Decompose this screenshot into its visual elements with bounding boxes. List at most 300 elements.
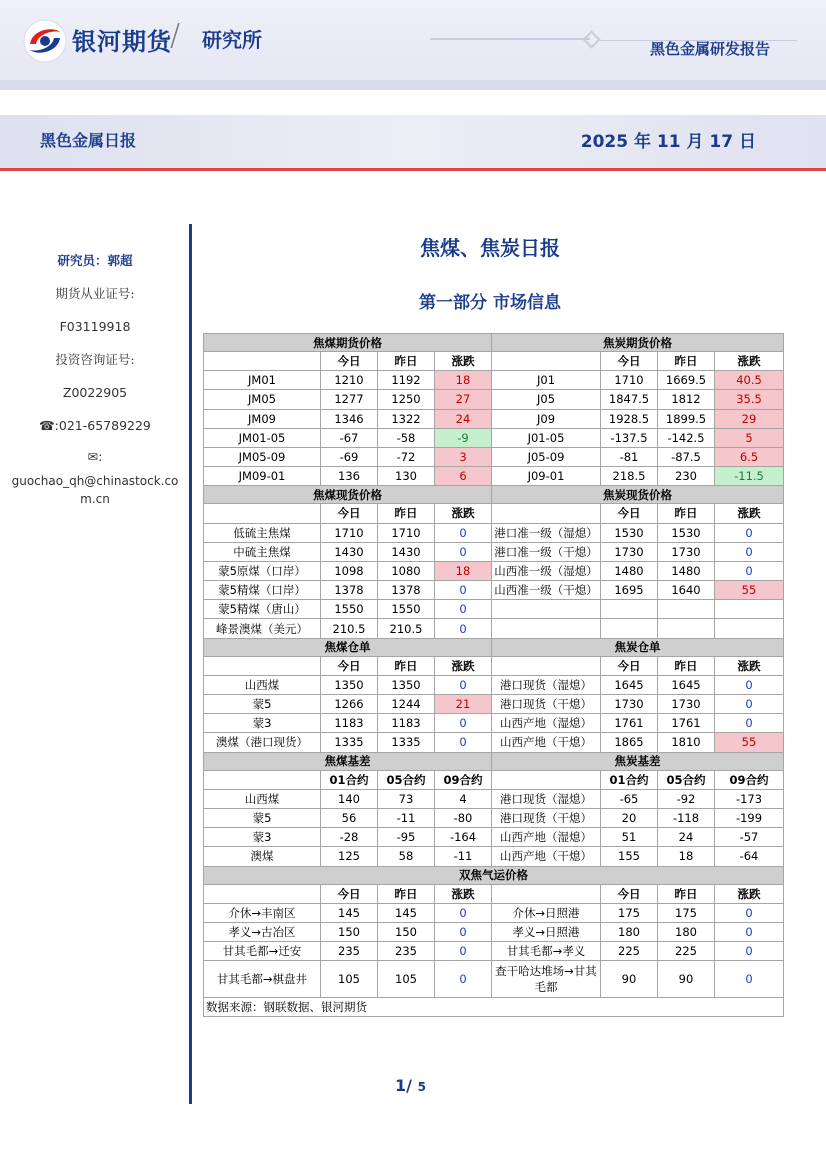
value-cell: -118	[658, 808, 715, 827]
row-label: 山西准一级（湿熄）	[492, 561, 601, 580]
row-label	[492, 619, 601, 638]
row-label: J05	[492, 390, 601, 409]
value-cell: 0	[435, 942, 492, 961]
section-header: 双焦气运价格	[204, 866, 784, 884]
value-cell: -67	[321, 428, 378, 447]
phone: ☎:021-65789229	[39, 418, 151, 433]
row-label: 港口准一级（干熄）	[492, 542, 601, 561]
value-cell: 73	[378, 789, 435, 808]
row-label: JM01-05	[204, 428, 321, 447]
value-cell: -69	[321, 447, 378, 466]
row-label: J01	[492, 371, 601, 390]
column-header: 涨跌	[435, 884, 492, 903]
row-label: 中硫主焦煤	[204, 542, 321, 561]
value-cell: 0	[435, 714, 492, 733]
column-header: 涨跌	[715, 656, 784, 675]
value-cell: -65	[601, 789, 658, 808]
value-cell: 1645	[601, 675, 658, 694]
table-row	[204, 695, 784, 714]
value-cell: 1761	[601, 714, 658, 733]
value-cell: 1530	[658, 523, 715, 542]
value-cell: 29	[715, 409, 784, 428]
row-label: JM05-09	[204, 447, 321, 466]
row-label: JM09-01	[204, 467, 321, 486]
header-band	[0, 80, 826, 90]
value-cell: -11	[378, 808, 435, 827]
email-line[interactable]: guochao_qh@chinastock.co	[11, 474, 179, 488]
value-cell: 0	[435, 581, 492, 600]
value-cell: 1695	[601, 581, 658, 600]
value-cell: 0	[435, 675, 492, 694]
value-cell: 6.5	[715, 447, 784, 466]
value-cell: 1899.5	[658, 409, 715, 428]
row-label: JM05	[204, 390, 321, 409]
value-cell: 1322	[378, 409, 435, 428]
value-cell: 0	[715, 675, 784, 694]
row-label: 蒙5原煤（口岸）	[204, 561, 321, 580]
value-cell: 1730	[658, 695, 715, 714]
row-label: 山西煤	[204, 675, 321, 694]
document-title: 焦煤、焦炭日报	[420, 236, 560, 260]
daily-report-title: 黑色金属日报	[40, 131, 137, 150]
section-header-row	[204, 486, 784, 504]
value-cell: 1550	[321, 600, 378, 619]
column-header	[492, 770, 601, 789]
value-cell: 0	[715, 922, 784, 941]
row-label: JM01	[204, 371, 321, 390]
value-cell: 1335	[321, 733, 378, 752]
value-cell: 1810	[658, 733, 715, 752]
value-cell	[715, 600, 784, 619]
value-cell: 0	[715, 942, 784, 961]
value-cell: 180	[601, 922, 658, 941]
institute-name: 研究所	[202, 28, 262, 52]
column-header: 昨日	[658, 352, 715, 371]
section-title: 第一部分 市场信息	[419, 293, 561, 313]
value-cell: 5	[715, 428, 784, 447]
email-line[interactable]: m.cn	[80, 492, 110, 506]
row-label: 蒙5	[204, 808, 321, 827]
column-header: 昨日	[378, 884, 435, 903]
value-cell: 1710	[321, 523, 378, 542]
value-cell: 1183	[378, 714, 435, 733]
column-header: 涨跌	[715, 504, 784, 523]
value-cell: 1430	[378, 542, 435, 561]
value-cell: -199	[715, 808, 784, 827]
value-cell: 90	[658, 961, 715, 998]
value-cell: -164	[435, 828, 492, 847]
value-cell: 1730	[601, 695, 658, 714]
value-cell: 55	[715, 733, 784, 752]
row-label: 孝义→日照港	[492, 922, 601, 941]
value-cell: 1183	[321, 714, 378, 733]
column-header-row	[204, 770, 784, 789]
row-label: 澳煤（港口现货）	[204, 733, 321, 752]
value-cell: 175	[601, 903, 658, 922]
value-cell	[658, 600, 715, 619]
value-cell: 1530	[601, 523, 658, 542]
value-cell: 1430	[321, 542, 378, 561]
value-cell: 136	[321, 467, 378, 486]
advisory-number: Z0022905	[62, 385, 128, 400]
value-cell: 35.5	[715, 390, 784, 409]
column-header: 昨日	[658, 884, 715, 903]
table-row	[204, 542, 784, 561]
value-cell: 1350	[321, 675, 378, 694]
table-row	[204, 561, 784, 580]
table-row	[204, 675, 784, 694]
value-cell: 1812	[658, 390, 715, 409]
value-cell: 1761	[658, 714, 715, 733]
value-cell: -57	[715, 828, 784, 847]
value-cell: 0	[715, 961, 784, 998]
row-label: 山西产地（干熄）	[492, 733, 601, 752]
table-row	[204, 390, 784, 409]
value-cell: 3	[435, 447, 492, 466]
value-cell: 1669.5	[658, 371, 715, 390]
page-number: 1/ 5	[395, 1076, 426, 1095]
row-label: 峰景澳煤（美元）	[204, 619, 321, 638]
value-cell: 125	[321, 847, 378, 866]
column-header: 今日	[601, 504, 658, 523]
value-cell	[715, 619, 784, 638]
value-cell: 0	[435, 961, 492, 998]
value-cell: 55	[715, 581, 784, 600]
value-cell: 18	[435, 371, 492, 390]
brand-divider: /	[170, 18, 181, 53]
row-label: J05-09	[492, 447, 601, 466]
value-cell: -11	[435, 847, 492, 866]
column-header: 今日	[601, 352, 658, 371]
value-cell: 90	[601, 961, 658, 998]
column-header: 今日	[321, 352, 378, 371]
value-cell: 150	[321, 922, 378, 941]
value-cell: 210.5	[378, 619, 435, 638]
value-cell: 1277	[321, 390, 378, 409]
column-header-row	[204, 656, 784, 675]
table-row	[204, 961, 784, 998]
column-header: 05合约	[378, 770, 435, 789]
table-row	[204, 942, 784, 961]
column-header	[204, 352, 321, 371]
value-cell	[601, 600, 658, 619]
market-table	[203, 333, 784, 1017]
column-header: 01合约	[601, 770, 658, 789]
value-cell: 24	[435, 409, 492, 428]
value-cell: 0	[435, 523, 492, 542]
value-cell	[658, 619, 715, 638]
advisory-label: 投资咨询证号:	[55, 352, 135, 367]
column-header	[204, 656, 321, 675]
value-cell: -81	[601, 447, 658, 466]
value-cell: 1480	[658, 561, 715, 580]
value-cell: -95	[378, 828, 435, 847]
value-cell: -72	[378, 447, 435, 466]
value-cell: 150	[378, 922, 435, 941]
column-header: 今日	[321, 656, 378, 675]
row-label: JM09	[204, 409, 321, 428]
value-cell: 1335	[378, 733, 435, 752]
value-cell	[601, 619, 658, 638]
source-row	[204, 998, 784, 1017]
author-sidebar	[0, 238, 190, 508]
table-row	[204, 714, 784, 733]
table-row	[204, 428, 784, 447]
value-cell: 1244	[378, 695, 435, 714]
row-label: 查干哈达堆场→甘其毛都	[492, 961, 601, 998]
row-label: 介休→日照港	[492, 903, 601, 922]
value-cell: 1210	[321, 371, 378, 390]
value-cell: 0	[715, 561, 784, 580]
row-label	[492, 600, 601, 619]
value-cell: 1865	[601, 733, 658, 752]
value-cell: 140	[321, 789, 378, 808]
value-cell: 21	[435, 695, 492, 714]
value-cell: -28	[321, 828, 378, 847]
section-header: 焦煤期货价格	[204, 334, 492, 352]
value-cell: 1098	[321, 561, 378, 580]
value-cell: -80	[435, 808, 492, 827]
cert-number: F03119918	[59, 319, 131, 334]
report-date: 2025 年 11 月 17 日	[580, 132, 756, 152]
researcher: 研究员：郭超	[57, 253, 133, 268]
section-header: 焦炭基差	[492, 752, 784, 770]
value-cell: 180	[658, 922, 715, 941]
value-cell: 58	[378, 847, 435, 866]
section-header: 焦煤现货价格	[204, 486, 492, 504]
value-cell: 0	[435, 903, 492, 922]
section-header: 焦煤基差	[204, 752, 492, 770]
row-label: 港口现货（湿熄）	[492, 789, 601, 808]
value-cell: 1378	[378, 581, 435, 600]
value-cell: 225	[658, 942, 715, 961]
row-label: 蒙3	[204, 714, 321, 733]
row-label: 介休→丰南区	[204, 903, 321, 922]
table-row	[204, 371, 784, 390]
section-header: 焦煤仓单	[204, 638, 492, 656]
column-header	[492, 884, 601, 903]
value-cell: 0	[435, 600, 492, 619]
column-header: 05合约	[658, 770, 715, 789]
row-label: 山西产地（干熄）	[492, 847, 601, 866]
value-cell: -173	[715, 789, 784, 808]
section-header: 焦炭期货价格	[492, 334, 784, 352]
table-row	[204, 581, 784, 600]
section-header-row	[204, 752, 784, 770]
cert-label: 期货从业证号:	[55, 286, 135, 301]
column-header: 涨跌	[435, 352, 492, 371]
value-cell: 145	[378, 903, 435, 922]
column-header: 涨跌	[715, 352, 784, 371]
value-cell: 1928.5	[601, 409, 658, 428]
value-cell: 0	[435, 733, 492, 752]
value-cell: 0	[715, 714, 784, 733]
value-cell: 24	[658, 828, 715, 847]
galaxy-logo-icon	[22, 18, 68, 64]
value-cell: 0	[715, 542, 784, 561]
value-cell: 230	[658, 467, 715, 486]
value-cell: 235	[378, 942, 435, 961]
value-cell: 27	[435, 390, 492, 409]
row-label: 港口现货（干熄）	[492, 695, 601, 714]
sidebar-divider	[189, 224, 192, 1104]
value-cell: 155	[601, 847, 658, 866]
column-header: 涨跌	[715, 884, 784, 903]
column-header: 昨日	[378, 352, 435, 371]
table-row	[204, 789, 784, 808]
column-header: 今日	[321, 884, 378, 903]
column-header-row	[204, 884, 784, 903]
value-cell: 56	[321, 808, 378, 827]
table-row	[204, 523, 784, 542]
value-cell: 1645	[658, 675, 715, 694]
row-label: 山西准一级（干熄）	[492, 581, 601, 600]
section-header: 焦炭现货价格	[492, 486, 784, 504]
value-cell: 145	[321, 903, 378, 922]
data-source-note: 数据来源：钢联数据、银河期货	[204, 998, 784, 1017]
row-label: J01-05	[492, 428, 601, 447]
column-header: 昨日	[378, 656, 435, 675]
value-cell: 18	[658, 847, 715, 866]
value-cell: 0	[435, 922, 492, 941]
table-row	[204, 847, 784, 866]
report-type: 黑色金属研发报告	[649, 40, 770, 58]
value-cell: -58	[378, 428, 435, 447]
value-cell: 1640	[658, 581, 715, 600]
value-cell: 40.5	[715, 371, 784, 390]
value-cell: 1350	[378, 675, 435, 694]
value-cell: 0	[715, 903, 784, 922]
row-label: 甘其毛都→孝义	[492, 942, 601, 961]
value-cell: 1378	[321, 581, 378, 600]
value-cell: 175	[658, 903, 715, 922]
value-cell: 1250	[378, 390, 435, 409]
column-header: 昨日	[378, 504, 435, 523]
row-label: 山西产地（湿熄）	[492, 828, 601, 847]
value-cell: 105	[378, 961, 435, 998]
column-header	[492, 504, 601, 523]
table-row	[204, 828, 784, 847]
value-cell: 105	[321, 961, 378, 998]
column-header-row	[204, 352, 784, 371]
table-row	[204, 808, 784, 827]
table-row	[204, 733, 784, 752]
value-cell: 218.5	[601, 467, 658, 486]
column-header: 01合约	[321, 770, 378, 789]
value-cell: -92	[658, 789, 715, 808]
section-header: 焦炭仓单	[492, 638, 784, 656]
value-cell: 1480	[601, 561, 658, 580]
row-label: 低硫主焦煤	[204, 523, 321, 542]
mail-icon: ✉:	[87, 449, 103, 464]
value-cell: -137.5	[601, 428, 658, 447]
brand-name: 银河期货	[72, 28, 172, 56]
value-cell: 20	[601, 808, 658, 827]
value-cell: 1710	[601, 371, 658, 390]
decor-line	[430, 38, 590, 40]
table-row	[204, 619, 784, 638]
row-label: 蒙5精煤（唐山）	[204, 600, 321, 619]
row-label: J09-01	[492, 467, 601, 486]
column-header: 09合约	[435, 770, 492, 789]
column-header	[204, 770, 321, 789]
column-header: 今日	[601, 656, 658, 675]
row-label: 港口现货（干熄）	[492, 808, 601, 827]
column-header: 今日	[321, 504, 378, 523]
row-label: 山西煤	[204, 789, 321, 808]
value-cell: 51	[601, 828, 658, 847]
value-cell: -9	[435, 428, 492, 447]
column-header: 涨跌	[435, 656, 492, 675]
title-bar-accent	[0, 168, 826, 171]
value-cell: -11.5	[715, 467, 784, 486]
value-cell: -142.5	[658, 428, 715, 447]
table-row	[204, 922, 784, 941]
row-label: 蒙3	[204, 828, 321, 847]
value-cell: 1710	[378, 523, 435, 542]
row-label: 蒙5	[204, 695, 321, 714]
value-cell: 130	[378, 467, 435, 486]
column-header	[204, 884, 321, 903]
value-cell: 1266	[321, 695, 378, 714]
value-cell: 1730	[601, 542, 658, 561]
table-row	[204, 447, 784, 466]
column-header: 今日	[601, 884, 658, 903]
column-header: 昨日	[658, 656, 715, 675]
row-label: 澳煤	[204, 847, 321, 866]
value-cell: 1346	[321, 409, 378, 428]
row-label: 港口现货（湿熄）	[492, 675, 601, 694]
table-row	[204, 409, 784, 428]
value-cell: 0	[435, 619, 492, 638]
value-cell: 4	[435, 789, 492, 808]
value-cell: 225	[601, 942, 658, 961]
value-cell: -64	[715, 847, 784, 866]
value-cell: 18	[435, 561, 492, 580]
row-label: 蒙5精煤（口岸）	[204, 581, 321, 600]
value-cell: -87.5	[658, 447, 715, 466]
value-cell: 0	[435, 542, 492, 561]
row-label: 甘其毛都→迁安	[204, 942, 321, 961]
value-cell: 210.5	[321, 619, 378, 638]
column-header: 涨跌	[435, 504, 492, 523]
value-cell: 235	[321, 942, 378, 961]
column-header	[492, 352, 601, 371]
table-row	[204, 467, 784, 486]
row-label: 孝义→古冶区	[204, 922, 321, 941]
value-cell: 1550	[378, 600, 435, 619]
column-header-row	[204, 504, 784, 523]
row-label: 山西产地（湿熄）	[492, 714, 601, 733]
column-header	[204, 504, 321, 523]
column-header: 昨日	[658, 504, 715, 523]
value-cell: 1730	[658, 542, 715, 561]
value-cell: 1847.5	[601, 390, 658, 409]
value-cell: 6	[435, 467, 492, 486]
value-cell: 1192	[378, 371, 435, 390]
section-header-row	[204, 638, 784, 656]
row-label: J09	[492, 409, 601, 428]
table-row	[204, 600, 784, 619]
row-label: 甘其毛都→棋盘井	[204, 961, 321, 998]
value-cell: 0	[715, 695, 784, 714]
value-cell: 1080	[378, 561, 435, 580]
table-row	[204, 903, 784, 922]
column-header: 09合约	[715, 770, 784, 789]
row-label: 港口准一级（湿熄）	[492, 523, 601, 542]
section-header-row	[204, 866, 784, 884]
section-header-row	[204, 334, 784, 352]
